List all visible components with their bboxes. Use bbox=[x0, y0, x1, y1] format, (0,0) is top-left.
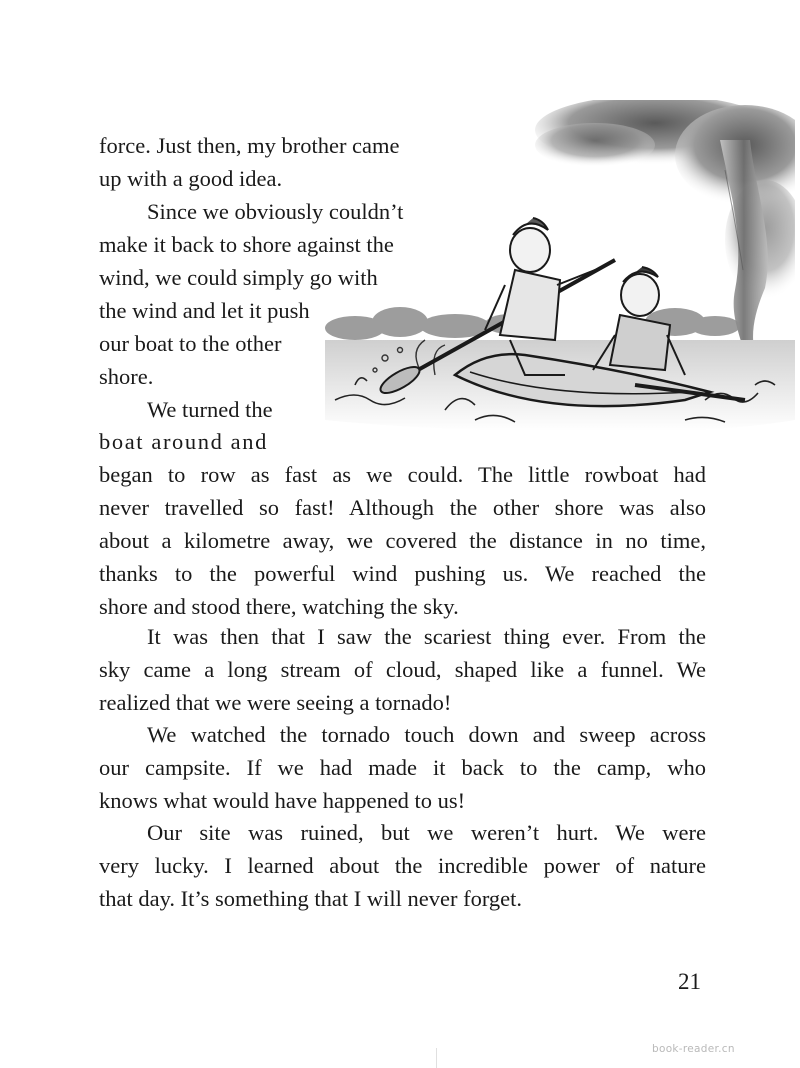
rowboat-tornado-illustration bbox=[325, 100, 795, 445]
text-line: boat around and bbox=[99, 429, 268, 454]
text-line: never travelled so fast! Although the other shore was also bbox=[99, 495, 706, 520]
text-line: shore and stood there, watching the sky. bbox=[99, 594, 459, 619]
page-number: 21 bbox=[678, 969, 701, 994]
text-line: the wind and let it push bbox=[99, 298, 310, 323]
text-line: sky came a long stream of cloud, shaped like a funnel. We bbox=[99, 657, 706, 682]
text-line: Since we obviously couldn’t bbox=[147, 199, 404, 224]
text-line: that day. It’s something that I will never forget. bbox=[99, 886, 523, 911]
page-fold-mark bbox=[436, 1048, 437, 1068]
text-line: began to row as fast as we could. The little rowboat had bbox=[99, 462, 706, 487]
text-line: It was then that I saw the scariest thing ever. From the bbox=[147, 624, 706, 649]
text-line: realized that we were seeing a tornado! bbox=[99, 690, 452, 715]
text-line: our boat to the other bbox=[99, 331, 282, 356]
text-line: We watched the tornado touch down and sweep across bbox=[147, 722, 706, 747]
text-line: wind, we could simply go with bbox=[99, 265, 378, 290]
text-line: thanks to the powerful wind pushing us. We reached the bbox=[99, 561, 706, 586]
watermark: book-reader.cn bbox=[652, 1043, 735, 1055]
text-line: up with a good idea. bbox=[99, 166, 283, 191]
text-line: make it back to shore against the bbox=[99, 232, 394, 257]
text-line: about a kilometre away, we covered the distance in no time, bbox=[99, 528, 706, 553]
text-line: knows what would have happened to us! bbox=[99, 788, 466, 813]
text-line: force. Just then, my brother came bbox=[99, 133, 400, 158]
text-line: shore. bbox=[99, 364, 154, 389]
text-line: very lucky. I learned about the incredible power of nature bbox=[99, 853, 706, 878]
text-line: We turned the bbox=[147, 397, 273, 422]
text-line: our campsite. If we had made it back to the camp, who bbox=[99, 755, 706, 780]
text-line: Our site was ruined, but we weren’t hurt. We were bbox=[147, 820, 706, 845]
